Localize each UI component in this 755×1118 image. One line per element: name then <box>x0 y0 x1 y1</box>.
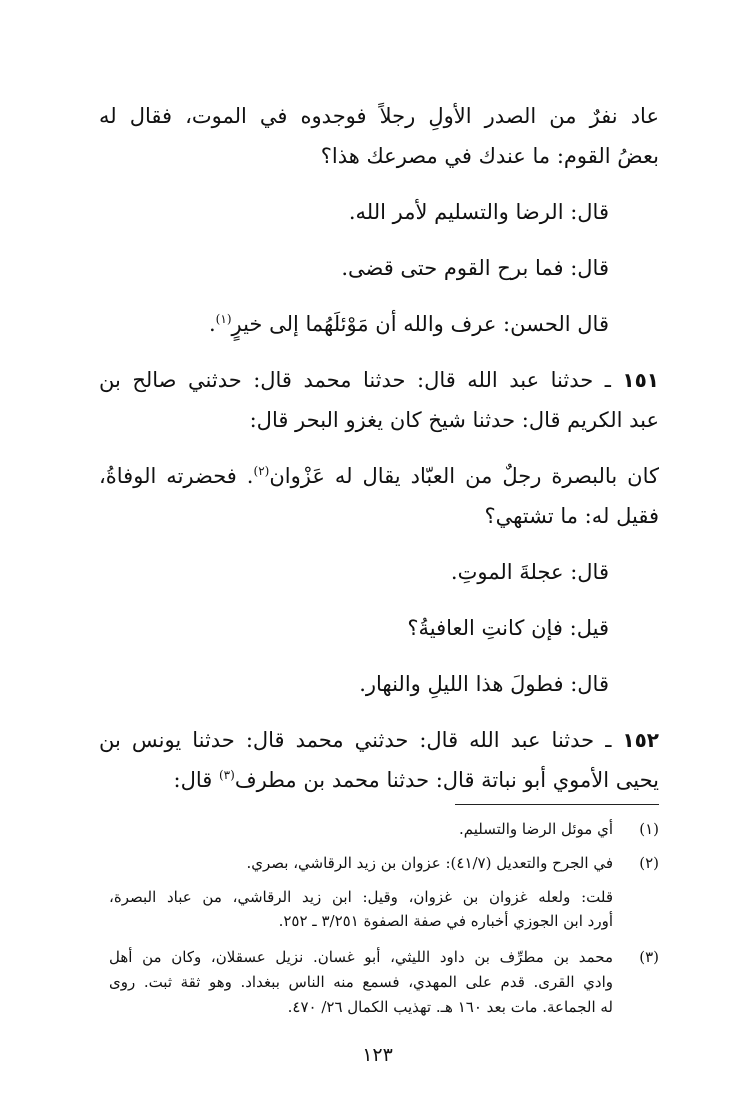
narration-number: ١٥٢ <box>622 728 660 752</box>
footnote-mark-3: (٣) <box>639 948 659 966</box>
body-text: حدثنا عبد الله قال: حدثنا محمد قال: حدثني صالح بن <box>99 368 594 392</box>
body-text: قال الحسن: عرف والله أن مَوْئلَهُما إلى خيرٍ <box>231 312 609 336</box>
body-text: قال: <box>173 768 219 792</box>
body-line: عاد نفرٌ من الصدر الأولِ رجلاً فوجدوه في الموت، فقال له <box>99 104 659 128</box>
footnote-ref: (٢) <box>253 464 270 478</box>
footnote-ref: (٣) <box>218 768 235 782</box>
body-text: كان بالبصرة رجلٌ من العبّاد يقال له عَزْوان <box>269 464 659 488</box>
body-line: عبد الكريم قال: حدثنا شيخ كان يغزو البحر قال: <box>249 408 659 432</box>
body-line: قال: فما برح القوم حتى قضى. <box>341 256 609 280</box>
body-line: قال: عجلةَ الموتِ. <box>450 560 609 584</box>
dash: ـ <box>594 728 623 752</box>
narration-152-line <box>99 726 659 754</box>
footnote-3: وادي القرى. قدم على المهدي، فسمع منه الناس ببغداد. وهو ثقة ثبت. روى <box>109 973 613 991</box>
narration-151-line <box>99 366 659 394</box>
body-line: قيل: فإن كانتِ العافيةُ؟ <box>407 616 609 640</box>
footnote-2-note: أورد ابن الجوزي أخباره في صفة الصفوة ٣/٢٥١ ـ ٢٥٢. <box>278 912 613 930</box>
body-text: يحيى الأموي أبو نباتة قال: حدثنا محمد بن مطرف <box>234 768 659 792</box>
body-line <box>209 310 609 338</box>
footnote-2: في الجرح والتعديل (٤١/٧): عزوان بن زيد الرقاشي، بصري. <box>246 854 613 872</box>
footnote-1: أي موئل الرضا والتسليم. <box>459 820 613 838</box>
body-line: بعضُ القوم: ما عندك في مصرعك هذا؟ <box>320 144 659 168</box>
footnote-2-note: قلت: ولعله غزوان بن غزوان، وقيل: ابن زيد الرقاشي، من عباد البصرة، <box>109 888 613 906</box>
body-text: . <box>208 312 216 336</box>
body-text: . فحضرته الوفاةُ، <box>99 464 254 488</box>
body-line: قال: الرضا والتسليم لأمر الله. <box>348 200 609 224</box>
body-line <box>99 462 659 490</box>
footnote-ref: (١) <box>215 312 232 326</box>
footnote-mark-2: (٢) <box>639 854 659 872</box>
footnote-3: محمد بن مطرِّف بن داود الليثي، أبو غسان. نزيل عسقلان، وكان من أهل <box>109 948 613 966</box>
footnote-3: له الجماعة. مات بعد ١٦٠ هـ. تهذيب الكمال ٢٦/ ٤٧٠. <box>287 998 613 1016</box>
narration-number: ١٥١ <box>622 368 659 392</box>
body-text: حدثنا عبد الله قال: حدثني محمد قال: حدثنا يونس بن <box>99 728 595 752</box>
footnote-separator <box>455 804 659 805</box>
body-line: فقيل له: ما تشتهي؟ <box>484 504 659 528</box>
page-number: ١٢٣ <box>362 1044 393 1066</box>
footnote-mark-1: (١) <box>639 820 659 838</box>
body-line: قال: فطولَ هذا الليلِ والنهار. <box>359 672 609 696</box>
dash: ـ <box>593 368 623 392</box>
body-line <box>174 766 659 794</box>
